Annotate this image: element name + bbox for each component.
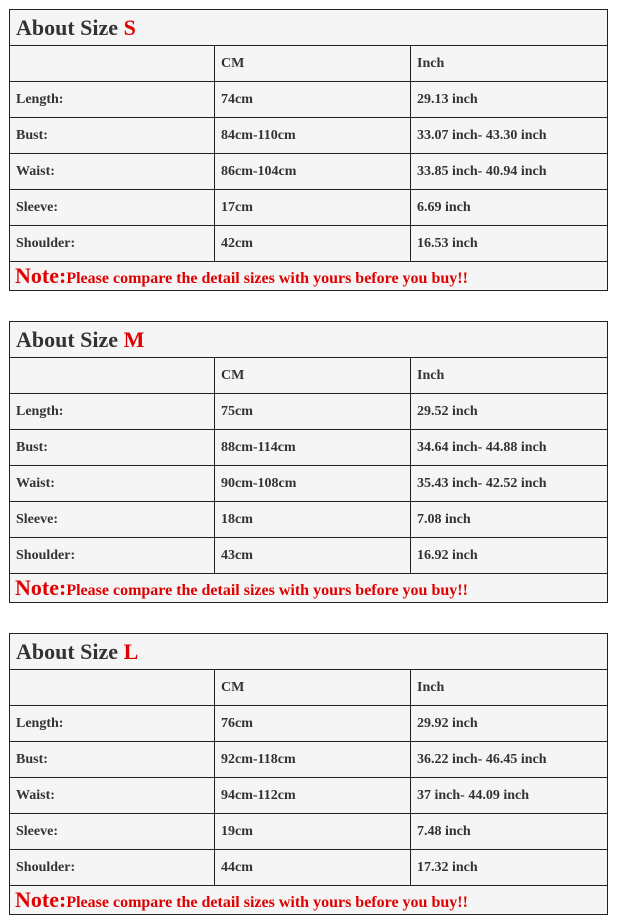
row-label: Shoulder:: [10, 538, 215, 574]
table-header-row: [10, 670, 608, 706]
note-text: Please compare the detail sizes with yours before you buy!!: [66, 894, 468, 911]
cm-value: 42cm: [215, 226, 411, 262]
inch-value: 33.85 inch- 40.94 inch: [411, 154, 608, 190]
note-label: Note:: [15, 887, 67, 912]
note: [10, 262, 608, 291]
row-label: Waist:: [10, 466, 215, 502]
row-label: Shoulder:: [10, 226, 215, 262]
cm-value: 76cm: [215, 706, 411, 742]
cm-value: 84cm-110cm: [215, 118, 411, 154]
size-letter: L: [123, 638, 139, 664]
size-table-m: [9, 321, 608, 603]
note-text: Please compare the detail sizes with yours before you buy!!: [66, 582, 468, 599]
title-prefix: About Size: [16, 14, 119, 40]
size-table-l: [9, 633, 608, 915]
table-title-row: [10, 634, 608, 670]
row-label: Waist:: [10, 778, 215, 814]
table-row: [10, 154, 608, 190]
row-label: Bust:: [10, 742, 215, 778]
row-label: Sleeve:: [10, 814, 215, 850]
note-row: [10, 262, 608, 291]
table-title-row: [10, 10, 608, 46]
note-label: Note:: [15, 575, 67, 600]
table-title: [10, 10, 608, 46]
title-prefix: About Size: [16, 326, 119, 352]
table-header-row: [10, 46, 608, 82]
row-label: Length:: [10, 82, 215, 118]
note-row: [10, 574, 608, 603]
inch-value: 34.64 inch- 44.88 inch: [411, 430, 608, 466]
cm-value: 74cm: [215, 82, 411, 118]
row-label: Length:: [10, 706, 215, 742]
note: [10, 574, 608, 603]
inch-value: 7.48 inch: [411, 814, 608, 850]
cm-value: 94cm-112cm: [215, 778, 411, 814]
note: [10, 886, 608, 915]
inch-value: 29.52 inch: [411, 394, 608, 430]
inch-value: 29.13 inch: [411, 82, 608, 118]
note-label: Note:: [15, 263, 67, 288]
column-header-blank: [10, 670, 215, 706]
cm-value: 17cm: [215, 190, 411, 226]
column-header-inch: Inch: [411, 46, 608, 82]
cm-value: 44cm: [215, 850, 411, 886]
inch-value: 35.43 inch- 42.52 inch: [411, 466, 608, 502]
cm-value: 18cm: [215, 502, 411, 538]
row-label: Bust:: [10, 118, 215, 154]
size-letter: M: [123, 326, 145, 352]
title-prefix: About Size: [16, 638, 119, 664]
table-title-row: [10, 322, 608, 358]
table-row: [10, 226, 608, 262]
row-label: Sleeve:: [10, 502, 215, 538]
table-row: [10, 538, 608, 574]
column-header-blank: [10, 46, 215, 82]
size-table-s: [9, 9, 608, 291]
table-row: [10, 502, 608, 538]
cm-value: 88cm-114cm: [215, 430, 411, 466]
table-row: [10, 742, 608, 778]
table-row: [10, 706, 608, 742]
table-row: [10, 430, 608, 466]
cm-value: 92cm-118cm: [215, 742, 411, 778]
table-row: [10, 778, 608, 814]
cm-value: 19cm: [215, 814, 411, 850]
cm-value: 86cm-104cm: [215, 154, 411, 190]
table-row: [10, 850, 608, 886]
inch-value: 6.69 inch: [411, 190, 608, 226]
row-label: Waist:: [10, 154, 215, 190]
column-header-blank: [10, 358, 215, 394]
inch-value: 29.92 inch: [411, 706, 608, 742]
inch-value: 36.22 inch- 46.45 inch: [411, 742, 608, 778]
table-row: [10, 466, 608, 502]
inch-value: 37 inch- 44.09 inch: [411, 778, 608, 814]
cm-value: 90cm-108cm: [215, 466, 411, 502]
cm-value: 43cm: [215, 538, 411, 574]
column-header-cm: CM: [215, 46, 411, 82]
table-title: [10, 322, 608, 358]
column-header-inch: Inch: [411, 358, 608, 394]
table-row: [10, 814, 608, 850]
note-row: [10, 886, 608, 915]
table-title: [10, 634, 608, 670]
column-header-cm: CM: [215, 670, 411, 706]
column-header-inch: Inch: [411, 670, 608, 706]
row-label: Bust:: [10, 430, 215, 466]
table-row: [10, 82, 608, 118]
table-header-row: [10, 358, 608, 394]
note-text: Please compare the detail sizes with yours before you buy!!: [66, 270, 468, 287]
row-label: Length:: [10, 394, 215, 430]
table-row: [10, 118, 608, 154]
table-row: [10, 394, 608, 430]
inch-value: 16.53 inch: [411, 226, 608, 262]
inch-value: 16.92 inch: [411, 538, 608, 574]
cm-value: 75cm: [215, 394, 411, 430]
row-label: Shoulder:: [10, 850, 215, 886]
column-header-cm: CM: [215, 358, 411, 394]
inch-value: 17.32 inch: [411, 850, 608, 886]
inch-value: 7.08 inch: [411, 502, 608, 538]
row-label: Sleeve:: [10, 190, 215, 226]
inch-value: 33.07 inch- 43.30 inch: [411, 118, 608, 154]
size-letter: S: [123, 14, 136, 40]
table-row: [10, 190, 608, 226]
